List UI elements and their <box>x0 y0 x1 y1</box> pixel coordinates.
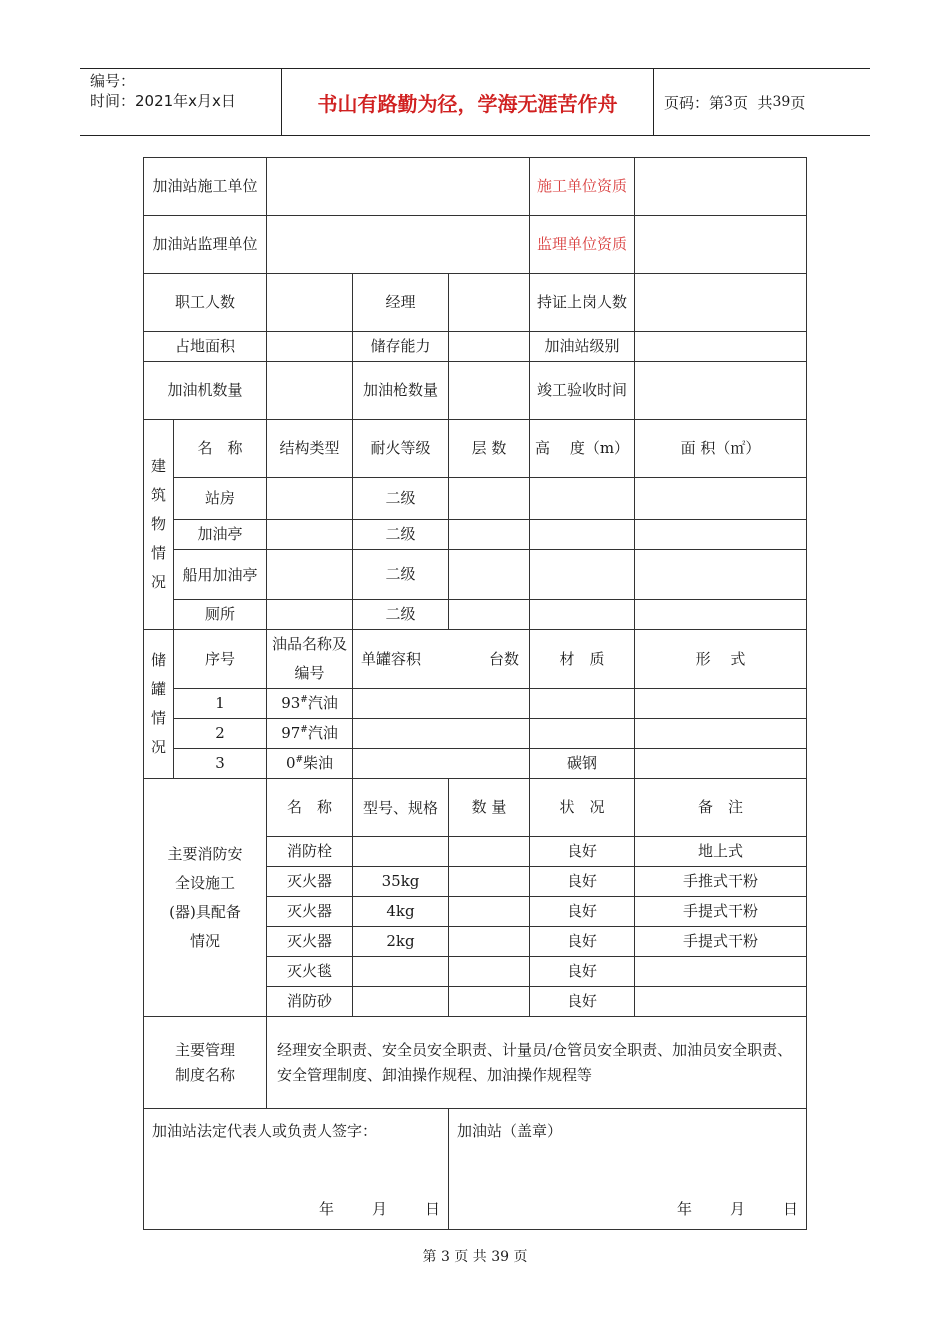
tank-material[interactable] <box>530 719 635 749</box>
building-structure[interactable] <box>267 600 353 630</box>
col-header: 材 质 <box>530 630 635 689</box>
col-header: 备 注 <box>635 779 807 837</box>
value-staff-count[interactable] <box>267 274 353 332</box>
col-header: 耐火等级 <box>353 420 449 478</box>
date-day: 日 <box>425 1200 441 1218</box>
value-supervision-qual[interactable] <box>635 216 807 274</box>
header-motto: 书山有路勤为径，学海无涯苦作舟 <box>282 69 654 135</box>
equip-name: 灭火器 <box>267 897 353 927</box>
table-row <box>144 719 807 749</box>
building-fire-rating: 二级 <box>353 520 449 550</box>
date-month: 月 <box>730 1200 746 1218</box>
equip-spec: 35kg <box>353 867 449 897</box>
building-height[interactable] <box>530 520 635 550</box>
section-buildings: 建筑物情况 <box>144 420 174 630</box>
info-row <box>144 216 807 274</box>
tank-fuel: 97#汽油 <box>267 719 353 749</box>
col-header: 面 积（㎡） <box>635 420 807 478</box>
label-land-area: 占地面积 <box>144 332 267 362</box>
page-suffix: 页 <box>790 93 806 112</box>
value-acceptance-time[interactable] <box>635 362 807 420</box>
building-area[interactable] <box>635 520 807 550</box>
equip-name: 灭火毯 <box>267 957 353 987</box>
value-nozzle-count[interactable] <box>449 362 530 420</box>
value-construction-unit[interactable] <box>267 158 530 216</box>
tank-material[interactable]: 碳钢 <box>530 749 635 779</box>
equip-spec: 2kg <box>353 927 449 957</box>
rep-signature-date <box>281 1199 440 1219</box>
building-fire-rating: 二级 <box>353 478 449 520</box>
value-storage-capacity[interactable] <box>449 332 530 362</box>
label-station-grade: 加油站级别 <box>530 332 635 362</box>
equip-qty[interactable] <box>449 957 530 987</box>
seal-cell[interactable] <box>449 1109 807 1230</box>
label-certified-staff: 持证上岗人数 <box>530 274 635 332</box>
table-row <box>144 550 807 600</box>
header-page-info <box>654 69 870 135</box>
info-row <box>144 158 807 216</box>
table-row <box>144 689 807 719</box>
rep-signature-label: 加油站法定代表人或负责人签字： <box>152 1122 378 1140</box>
col-header: 型号、规格 <box>353 779 449 837</box>
equip-name: 灭火器 <box>267 927 353 957</box>
col-header: 高 度（m） <box>530 420 635 478</box>
label-supervision-qual: 监理单位资质 <box>530 216 635 274</box>
header-meta <box>80 69 282 135</box>
building-fire-rating: 二级 <box>353 550 449 600</box>
signature-row <box>144 1109 807 1230</box>
label-staff-count: 职工人数 <box>144 274 267 332</box>
equip-note: 地上式 <box>635 837 807 867</box>
tank-form[interactable] <box>635 749 807 779</box>
value-construction-qual[interactable] <box>635 158 807 216</box>
building-structure[interactable] <box>267 478 353 520</box>
building-height[interactable] <box>530 478 635 520</box>
building-fire-rating: 二级 <box>353 600 449 630</box>
page-header <box>80 68 870 136</box>
value-land-area[interactable] <box>267 332 353 362</box>
equip-qty[interactable] <box>449 837 530 867</box>
col-header: 数 量 <box>449 779 530 837</box>
value-station-grade[interactable] <box>635 332 807 362</box>
equip-qty[interactable] <box>449 867 530 897</box>
building-floors[interactable] <box>449 478 530 520</box>
tank-no: 2 <box>174 719 267 749</box>
equip-status: 良好 <box>530 927 635 957</box>
col-header: 序号 <box>174 630 267 689</box>
tanks-header-row <box>144 630 807 689</box>
time-label: 时间：2021年x月x日 <box>90 92 236 110</box>
table-row <box>144 478 807 520</box>
equip-spec: 4kg <box>353 897 449 927</box>
page-current: 3 <box>724 94 733 110</box>
info-row <box>144 362 807 420</box>
building-name: 加油亭 <box>174 520 267 550</box>
management-row <box>144 1017 807 1109</box>
tank-volume-count[interactable] <box>353 719 530 749</box>
building-name: 厕所 <box>174 600 267 630</box>
building-floors[interactable] <box>449 600 530 630</box>
table-row <box>144 749 807 779</box>
section-fire-equipment <box>144 779 267 1017</box>
equip-qty[interactable] <box>449 897 530 927</box>
label-manager: 经理 <box>353 274 449 332</box>
tank-volume-count[interactable] <box>353 689 530 719</box>
col-header: 结构类型 <box>267 420 353 478</box>
label-construction-unit: 加油站施工单位 <box>144 158 267 216</box>
building-name: 船用加油亭 <box>174 550 267 600</box>
building-height[interactable] <box>530 600 635 630</box>
management-content: 经理安全职责、安全员安全职责、计量员/仓管员安全职责、加油员安全职责、安全管理制度、卸油操作规程、加油操作规程等 <box>267 1017 807 1109</box>
col-header: 形 式 <box>635 630 807 689</box>
tank-fuel: 0#柴油 <box>267 749 353 779</box>
table-row <box>144 600 807 630</box>
equip-name: 消防栓 <box>267 837 353 867</box>
equip-name: 消防砂 <box>267 987 353 1017</box>
page-mid: 页 共 <box>732 93 773 112</box>
equip-spec <box>353 987 449 1017</box>
date-month: 月 <box>371 1200 387 1218</box>
value-dispenser-count[interactable] <box>267 362 353 420</box>
info-row <box>144 274 807 332</box>
building-name: 站房 <box>174 478 267 520</box>
col-header-count: 台数 <box>489 650 520 668</box>
label-supervision-unit: 加油站监理单位 <box>144 216 267 274</box>
tank-fuel: 93#汽油 <box>267 689 353 719</box>
col-header-volume-count <box>353 630 530 689</box>
equip-status: 良好 <box>530 867 635 897</box>
equip-note <box>635 957 807 987</box>
seal-date <box>639 1199 798 1219</box>
building-structure[interactable] <box>267 520 353 550</box>
page-total: 39 <box>772 94 791 110</box>
date-year: 年 <box>677 1200 693 1218</box>
col-header: 名 称 <box>174 420 267 478</box>
section-fire-equipment-label: 主要消防安全设施工(器)具配备情况 <box>167 844 243 950</box>
col-header: 油品名称及编号 <box>267 630 353 689</box>
equip-status: 良好 <box>530 837 635 867</box>
equip-status: 良好 <box>530 897 635 927</box>
building-area[interactable] <box>635 550 807 600</box>
value-certified-staff[interactable] <box>635 274 807 332</box>
col-header: 状 况 <box>530 779 635 837</box>
col-header-volume: 单罐容积 <box>361 650 422 668</box>
page-footer: 第 3 页 共 39 页 <box>422 1249 528 1265</box>
equip-note: 手提式干粉 <box>635 927 807 957</box>
label-dispenser-count: 加油机数量 <box>144 362 267 420</box>
equip-qty[interactable] <box>449 927 530 957</box>
col-header: 名 称 <box>267 779 353 837</box>
col-header: 层 数 <box>449 420 530 478</box>
label-management <box>144 1017 267 1109</box>
seal-label: 加油站（盖章） <box>457 1122 563 1140</box>
number-label: 编号： <box>90 72 136 90</box>
value-manager[interactable] <box>449 274 530 332</box>
equip-status: 良好 <box>530 957 635 987</box>
building-structure[interactable] <box>267 550 353 600</box>
building-floors[interactable] <box>449 550 530 600</box>
tank-form[interactable] <box>635 719 807 749</box>
label-storage-capacity: 储存能力 <box>353 332 449 362</box>
equip-spec <box>353 837 449 867</box>
building-height[interactable] <box>530 550 635 600</box>
info-row <box>144 332 807 362</box>
building-area[interactable] <box>635 600 807 630</box>
equip-note: 手推式干粉 <box>635 867 807 897</box>
tank-volume-count[interactable] <box>353 749 530 779</box>
tank-no: 3 <box>174 749 267 779</box>
equip-note: 手提式干粉 <box>635 897 807 927</box>
date-day: 日 <box>783 1200 799 1218</box>
tank-material[interactable] <box>530 689 635 719</box>
label-nozzle-count: 加油枪数量 <box>353 362 449 420</box>
table-row <box>144 520 807 550</box>
label-construction-qual: 施工单位资质 <box>530 158 635 216</box>
equip-spec <box>353 957 449 987</box>
building-floors[interactable] <box>449 520 530 550</box>
page-prefix: 页码：第 <box>664 93 725 112</box>
equip-qty[interactable] <box>449 987 530 1017</box>
fire-header-row <box>144 779 807 837</box>
buildings-header-row <box>144 420 807 478</box>
rep-signature-cell[interactable] <box>144 1109 449 1230</box>
gas-station-info-table <box>143 157 807 1230</box>
equip-name: 灭火器 <box>267 867 353 897</box>
equip-note <box>635 987 807 1017</box>
value-supervision-unit[interactable] <box>267 216 530 274</box>
management-label: 主要管理制度名称 <box>175 1040 236 1084</box>
label-acceptance-time: 竣工验收时间 <box>530 362 635 420</box>
tank-form[interactable] <box>635 689 807 719</box>
equip-status: 良好 <box>530 987 635 1017</box>
tank-no: 1 <box>174 689 267 719</box>
section-tanks: 储罐情况 <box>144 630 174 779</box>
date-year: 年 <box>318 1200 334 1218</box>
building-area[interactable] <box>635 478 807 520</box>
